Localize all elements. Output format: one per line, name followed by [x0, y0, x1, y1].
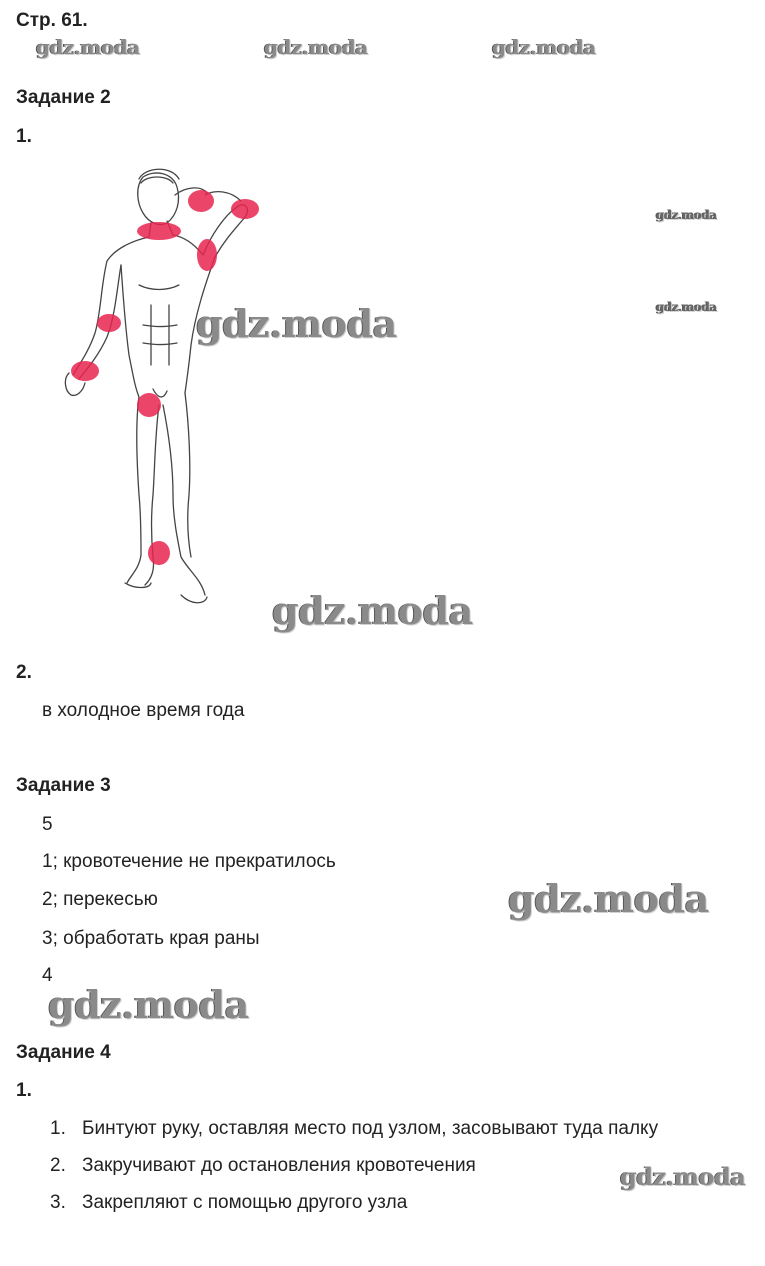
task3-title: Задание 3 — [16, 775, 111, 796]
step-text: Закручивают до остановления кровотечения — [82, 1155, 476, 1176]
watermark: gdz.moda — [656, 300, 717, 314]
task2-q2-label: 2. — [16, 662, 32, 683]
step-number: 2. — [50, 1155, 66, 1176]
watermark: gdz.moda — [36, 35, 140, 59]
task4-title: Задание 4 — [16, 1042, 111, 1063]
task3-line: 5 — [42, 814, 53, 835]
task3-line: 3; обработать края раны — [42, 928, 260, 949]
task3-line: 2; перекесью — [42, 889, 158, 910]
step-text: Закрепляют с помощью другого узла — [82, 1192, 408, 1213]
step-number: 3. — [50, 1192, 66, 1213]
watermark: gdz.moda — [492, 35, 596, 59]
task2-q1-label: 1. — [16, 126, 32, 147]
step-number: 1. — [50, 1118, 66, 1139]
list-item — [50, 1192, 760, 1229]
watermark: gdz.moda — [196, 301, 397, 346]
watermark: gdz.moda — [508, 876, 709, 921]
watermark: gdz.moda — [264, 35, 368, 59]
task3-line: 4 — [42, 965, 53, 986]
list-item — [50, 1118, 760, 1155]
human-body-figure — [55, 165, 275, 605]
task4-q1-label: 1. — [16, 1080, 32, 1101]
task2-title: Задание 2 — [16, 87, 111, 108]
page-number: Стр. 61. — [16, 10, 88, 31]
watermark: gdz.moda — [656, 208, 717, 222]
watermark: gdz.moda — [48, 982, 249, 1027]
task3-line: 1; кровотечение не прекратилось — [42, 851, 336, 872]
watermark: gdz.moda — [272, 588, 473, 633]
step-text: Бинтуют руку, оставляя место под узлом, засовывают туда палку — [82, 1118, 659, 1139]
task2-q2-answer: в холодное время года — [42, 700, 245, 721]
watermark: gdz.moda — [620, 1162, 746, 1191]
